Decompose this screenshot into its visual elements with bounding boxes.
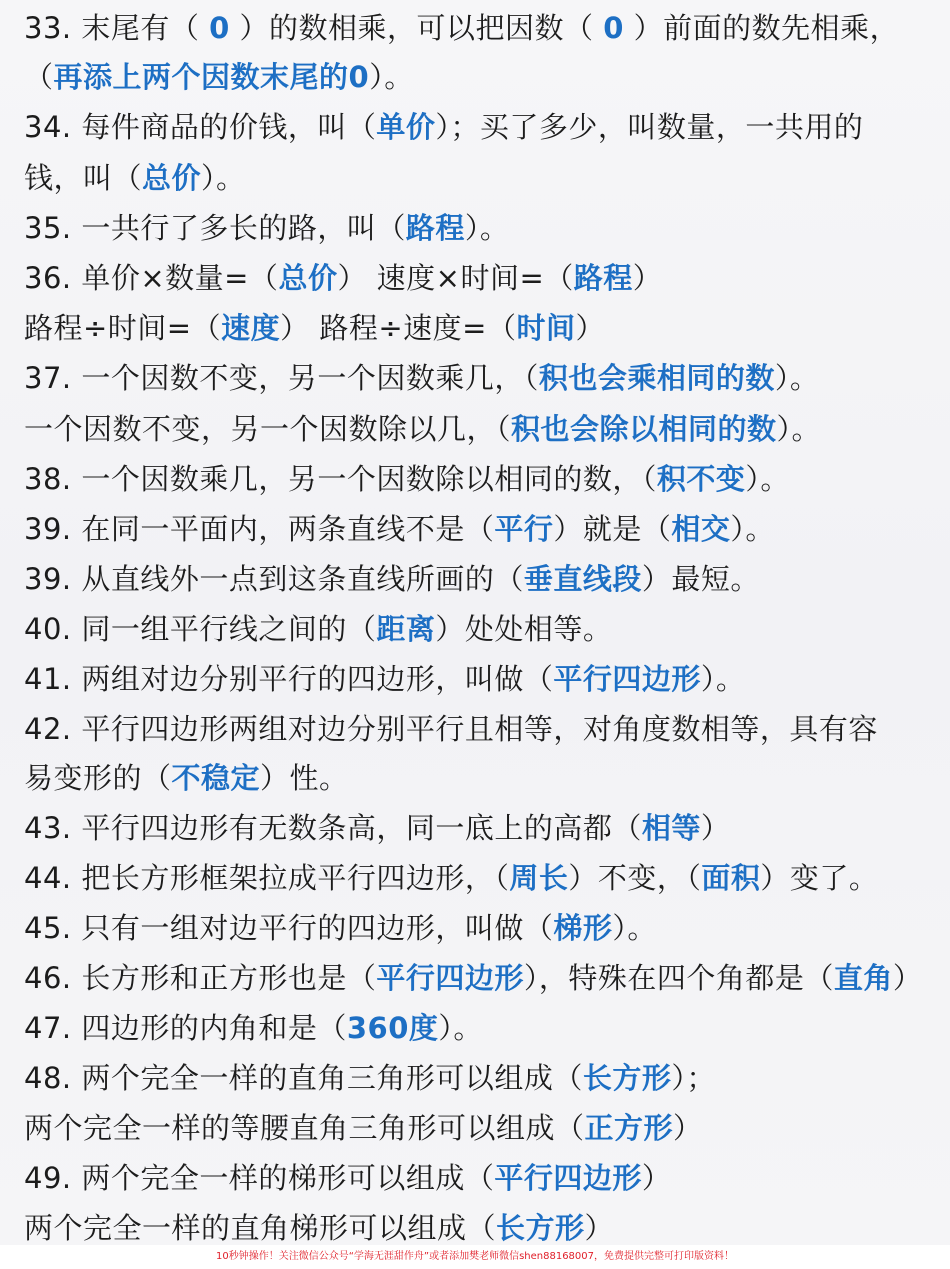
answer-text: 平行 (494, 512, 554, 546)
question-text: 路程÷时间=（ (24, 311, 222, 345)
question-text: 39. 在同一平面内，两条直线不是（ (24, 512, 495, 546)
text-line (24, 358, 942, 398)
text-line (24, 1008, 942, 1048)
question-text: ）变了。 (760, 861, 879, 895)
question-text: ）。 (612, 911, 657, 945)
question-text: ）。 (745, 462, 790, 496)
text-line (24, 858, 942, 898)
answer-text: 直角 (833, 961, 893, 995)
answer-text: 平行四边形 (553, 662, 701, 696)
text-line (24, 1108, 942, 1148)
question-text: ） (584, 1211, 615, 1245)
question-text: ）；买了多少，叫数量，一共用的 (435, 110, 864, 144)
question-text: （ (24, 60, 54, 94)
answer-text: 正方形 (584, 1111, 674, 1145)
text-line (24, 459, 942, 499)
text-line (24, 808, 942, 848)
text-line (24, 958, 942, 998)
answer-text: 积不变 (656, 462, 746, 496)
question-text: 49. 两个完全一样的梯形可以组成（ (24, 1161, 495, 1195)
question-text: ） 路程÷速度=（ (280, 311, 517, 345)
question-text: 41. 两组对边分别平行的四边形，叫做（ (24, 662, 554, 696)
answer-text: 相交 (671, 512, 731, 546)
question-text: ） (673, 1111, 703, 1145)
question-text: 一个因数不变，另一个因数除以几，（ (24, 412, 512, 446)
question-text: ）最短。 (641, 562, 760, 596)
question-text: ）处处相等。 (435, 612, 613, 646)
answer-text: 总价 (142, 161, 202, 195)
question-text: ）就是（ (553, 512, 672, 546)
question-text: ）。 (774, 361, 820, 395)
question-text: 39. 从直线外一点到这条直线所画的（ (24, 562, 524, 596)
question-text: ） 速度×时间=（ (337, 261, 574, 295)
text-line (24, 57, 942, 97)
question-text: 40. 同一组平行线之间的（ (24, 612, 377, 646)
answer-text: 垂直线段 (523, 562, 642, 596)
text-line (24, 559, 942, 599)
answer-text: 速度 (221, 311, 281, 345)
question-text: ） (575, 311, 605, 345)
answer-text: 360度 (346, 1011, 439, 1045)
question-text: ）的数相乘，可以把因数（ (229, 11, 604, 45)
text-line (24, 659, 942, 699)
answer-text: 平行四边形 (376, 961, 524, 995)
question-text: ）。 (464, 211, 510, 245)
text-line (24, 8, 942, 48)
answer-text: 0 (209, 11, 230, 45)
text-line (24, 308, 942, 348)
answer-text: 单价 (376, 110, 436, 144)
answer-text: 面积 (701, 861, 761, 895)
answer-text: 0 (603, 11, 624, 45)
question-text: ）前面的数先相乘， (623, 11, 900, 45)
question-text: 43. 平行四边形有无数条高，同一底上的高都（ (24, 811, 642, 845)
question-text: ） (700, 811, 731, 845)
answer-text: 再添上两个因数末尾的0 (53, 60, 370, 94)
question-text: 36. 单价×数量=（ (24, 261, 279, 295)
answer-text: 周长 (509, 861, 569, 895)
question-text: 35. 一共行了多长的路，叫（ (24, 211, 406, 245)
question-text: 48. 两个完全一样的直角三角形可以组成（ (24, 1061, 583, 1095)
question-text: 37. 一个因数不变，另一个因数乘几，（ (24, 361, 539, 395)
question-text: ）。 (700, 662, 746, 696)
text-line (24, 1208, 942, 1248)
question-text: 33. 末尾有（ (24, 11, 210, 45)
text-line (24, 409, 942, 449)
question-text: ） (632, 261, 663, 295)
answer-text: 距离 (376, 612, 436, 646)
question-text: ）； (671, 1061, 716, 1095)
answer-text: 路程 (405, 211, 465, 245)
question-text: 44. 把长方形框架拉成平行四边形，（ (24, 861, 510, 895)
question-text: ）。 (201, 161, 246, 195)
question-text: 易变形的（ (24, 761, 172, 795)
answer-text: 长方形 (582, 1061, 672, 1095)
question-text: 34. 每件商品的价钱，叫（ (24, 110, 377, 144)
answer-text: 积也会除以相同的数 (511, 412, 777, 446)
text-line (24, 208, 942, 248)
question-text: 两个完全一样的等腰直角三角形可以组成（ (24, 1111, 585, 1145)
answer-text: 路程 (573, 261, 633, 295)
text-line (24, 1158, 942, 1198)
question-text: ）。 (776, 412, 822, 446)
answer-text: 梯形 (553, 911, 613, 945)
text-line (24, 509, 942, 549)
answer-text: 总价 (278, 261, 338, 295)
text-line (24, 709, 942, 749)
text-line (24, 609, 942, 649)
text-line (24, 908, 942, 948)
text-line (24, 107, 942, 147)
answer-text: 平行四边形 (494, 1161, 642, 1195)
text-line (24, 758, 942, 798)
question-text: ），特殊在四个角都是（ (523, 961, 834, 995)
question-text: ）不变，（ (568, 861, 702, 895)
question-text: 两个完全一样的直角梯形可以组成（ (24, 1211, 497, 1245)
question-text: 45. 只有一组对边平行的四边形，叫做（ (24, 911, 554, 945)
question-text: ） (641, 1161, 672, 1195)
question-text: 钱，叫（ (24, 161, 143, 195)
answer-text: 不稳定 (171, 761, 261, 795)
answer-text: 时间 (516, 311, 576, 345)
question-text: ）。 (369, 60, 414, 94)
text-line (24, 258, 942, 298)
question-text: 38. 一个因数乘几，另一个因数除以相同的数，（ (24, 462, 657, 496)
question-text: ）性。 (260, 761, 349, 795)
question-text: ）。 (730, 512, 775, 546)
question-text: ）。 (438, 1011, 483, 1045)
question-text: 46. 长方形和正方形也是（ (24, 961, 377, 995)
text-line (24, 158, 942, 198)
question-text: ） (892, 961, 923, 995)
question-text: 42. 平行四边形两组对边分别平行且相等，对角度数相等，具有容 (24, 712, 878, 746)
answer-text: 相等 (641, 811, 701, 845)
footer-notice: 10秒钟操作！关注微信公众号“学海无涯甜作舟”或者添加樊老师微信shen88168007，免费提供完整可打印版资料！ (0, 1245, 950, 1269)
answer-text: 长方形 (496, 1211, 585, 1245)
question-text: 47. 四边形的内角和是（ (24, 1011, 347, 1045)
text-line (24, 1058, 942, 1098)
answer-text: 积也会乘相同的数 (538, 361, 775, 395)
